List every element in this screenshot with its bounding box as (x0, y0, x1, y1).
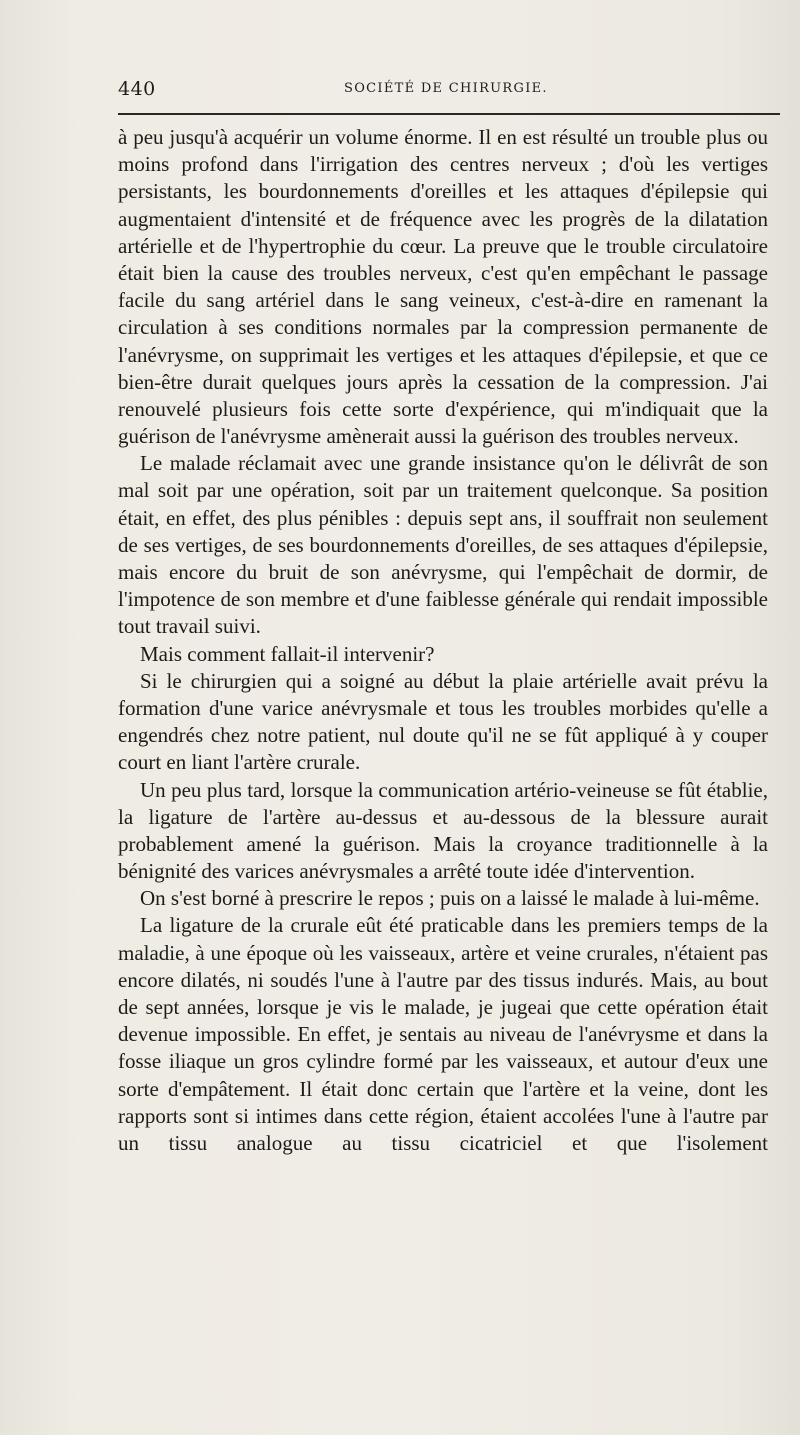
paragraph: On s'est borné à prescrire le repos ; puis on a laissé le malade à lui-même. (140, 886, 760, 911)
header-rule (118, 113, 780, 115)
page-header (118, 78, 778, 102)
paragraph: Si le chirurgien qui a soigné au début la plaie artérielle avait prévu la formation d'une varice anévrysmale et tous les troubles morbides qu'elle a engendrés chez notre patient, nul doute qu'il ne se fût appliqué à y couper court en liant l'artère crurale. (118, 668, 768, 775)
running-title: SOCIÉTÉ DE CHIRURGIE. (344, 81, 548, 96)
page-number: 440 (118, 78, 156, 100)
body-text (118, 124, 768, 1157)
paragraph: La ligature de la crurale eût été praticable dans les premiers temps de la maladie, à une époque où les vaisseaux, artère et veine crurales, n'étaient pas encore dilatés, ni soudés l'une à l'autre par des tissus indurés. Mais, au bout de sept années, lorsque je vis le malade, je jugeai que cette opération était devenue impossible. En effet, je sentais au niveau de l'anévrysme et dans la fosse iliaque un gros cylindre formé par les vaisseaux, et autour d'eux une sorte d'empâtement. Il était donc certain que l'artère et la veine, dont les rapports sont si intimes dans cette région, étaient accolées l'une à l'autre par un tissu analogue au tissu cicatriciel et que l'isolement (118, 913, 768, 1155)
paragraph-continued: à peu jusqu'à acquérir un volume énorme. Il en est résulté un trouble plus ou moins profond dans l'irrigation des centres nerveux ; d'où les vertiges persistants, les bourdonnements d'oreilles et les attaques d'épilepsie qui augmentaient d'intensité et de fréquence avec les progrès de la dilatation artérielle et de l'hypertrophie du cœur. La preuve que le trouble circulatoire était bien la cause des troubles nerveux, c'est qu'en empêchant le passage facile du sang artériel dans le sang veineux, c'est-à-dire en ramenant la circulation à ses conditions normales par la compression permanente de l'anévrysme, on supprimait les vertiges et les attaques d'épilepsie, et que ce bien-être durait quelques jours après la cessation de la compression. J'ai renouvelé plusieurs fois cette sorte d'expérience, qui m'indiquait que la guérison de l'anévrysme amènerait aussi la guérison des troubles nerveux. (118, 125, 768, 449)
paragraph: Mais comment fallait-il intervenir? (140, 641, 435, 666)
paragraph: Un peu plus tard, lorsque la communication artério-veineuse se fût établie, la ligature de l'artère au-dessus et au-dessous de la blessure aurait probablement amené la guérison. Mais la croyance traditionnelle à la bénignité des varices anévrysmales a arrêté toute idée d'intervention. (118, 777, 768, 884)
paragraph: Le malade réclamait avec une grande insistance qu'on le délivrât de son mal soit par une opération, soit par un traitement quelconque. Sa position était, en effet, des plus pénibles : depuis sept ans, il souffrait non seulement de ses vertiges, de ses bourdonnements d'oreilles, de ses attaques d'épilepsie, mais encore du bruit de son anévrysme, qui l'empêchait de dormir, de l'impotence de son membre et d'une faiblesse générale qui rendait impossible tout travail suivi. (118, 451, 768, 639)
